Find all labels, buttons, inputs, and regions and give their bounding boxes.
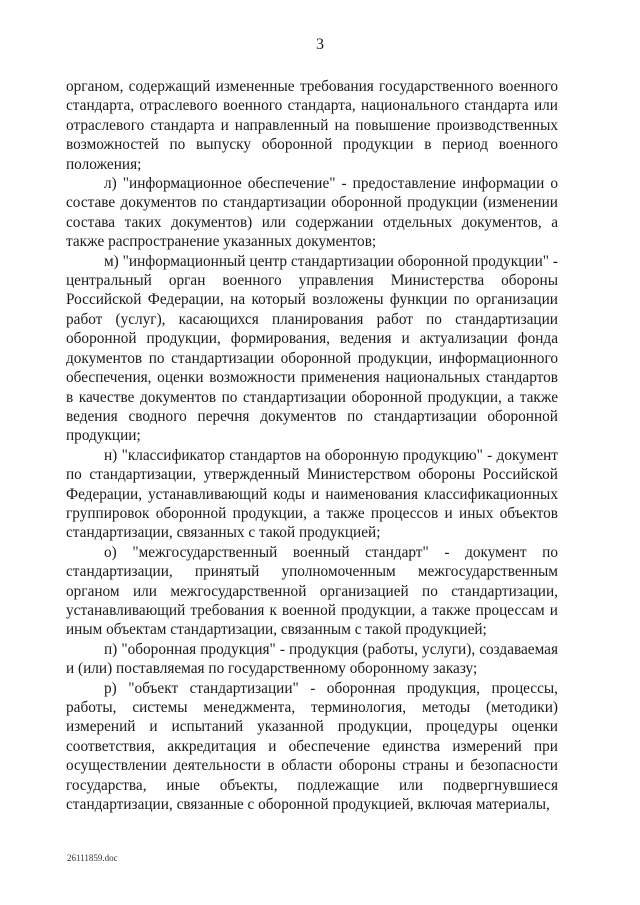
paragraph-item-m: м) "информационный центр стандартизации оборонной продукции" - центральный орган военного управления Министерства обороны Российской Федерации, на который возложены функции по организации работ (услуг), касающихся планирования работ по стандартизации оборонной продукции, формирования, ведения и актуализации фонда документов по стандартизации оборонной продукции, информационного обеспечения, оценки возможности применения национальных стандартов в качестве документов по стандартизации оборонной продукции, а также ведения сводного перечня документов по стандартизации оборонной продукции; (66, 252, 558, 445)
footer-file-name: 26111859.doc (67, 853, 118, 863)
document-body (66, 77, 558, 814)
paragraph-item-l: л) "информационное обеспечение" - предоставление информации о составе документов по стандартизации оборонной продукции (изменении состава таких документов) или содержании отдельных документов, а также распространение указанных документов; (66, 175, 558, 251)
paragraph-item-o: о) "межгосударственный военный стандарт" - документ по стандартизации, принятый уполномоченным межгосударственным органом или межгосударственной организацией по стандартизации, устанавливающий требования к военной продукции, а также процессам и иным объектам стандартизации, связанным с такой продукцией; (66, 543, 558, 639)
paragraph-item-n: н) "классификатор стандартов на оборонную продукцию" - документ по стандартизации, утвержденный Министерством обороны Российской Федерации, устанавливающий коды и наименования классификационных группировок оборонной продукции, а также процессов и иных объектов стандартизации, связанных с такой продукцией; (66, 446, 558, 542)
paragraph-continuation: органом, содержащий измененные требования государственного военного стандарта, отраслевого военного стандарта, национального стандарта или отраслевого стандарта и направленный на повышение производственных возможностей по выпуску оборонной продукции в период военного положения; (66, 78, 558, 173)
paragraph-item-p: п) "оборонная продукция" - продукция (работы, услуги), создаваемая и (или) поставляемая по государственному оборонному заказу; (66, 640, 558, 678)
page-number: 3 (316, 36, 324, 53)
paragraph-item-r: р) "объект стандартизации" - оборонная продукция, процессы, работы, системы менеджмента, терминология, методы (методики) измерений и испытаний указанной продукции, процедуры оценки соответствия, аккредитация и обеспечение единства измерений при осуществлении деятельности в области обороны страны и безопасности государства, иные объекты, подлежащие или подвергнувшиеся стандартизации, связанные с оборонной продукцией, включая материалы, (66, 679, 558, 814)
